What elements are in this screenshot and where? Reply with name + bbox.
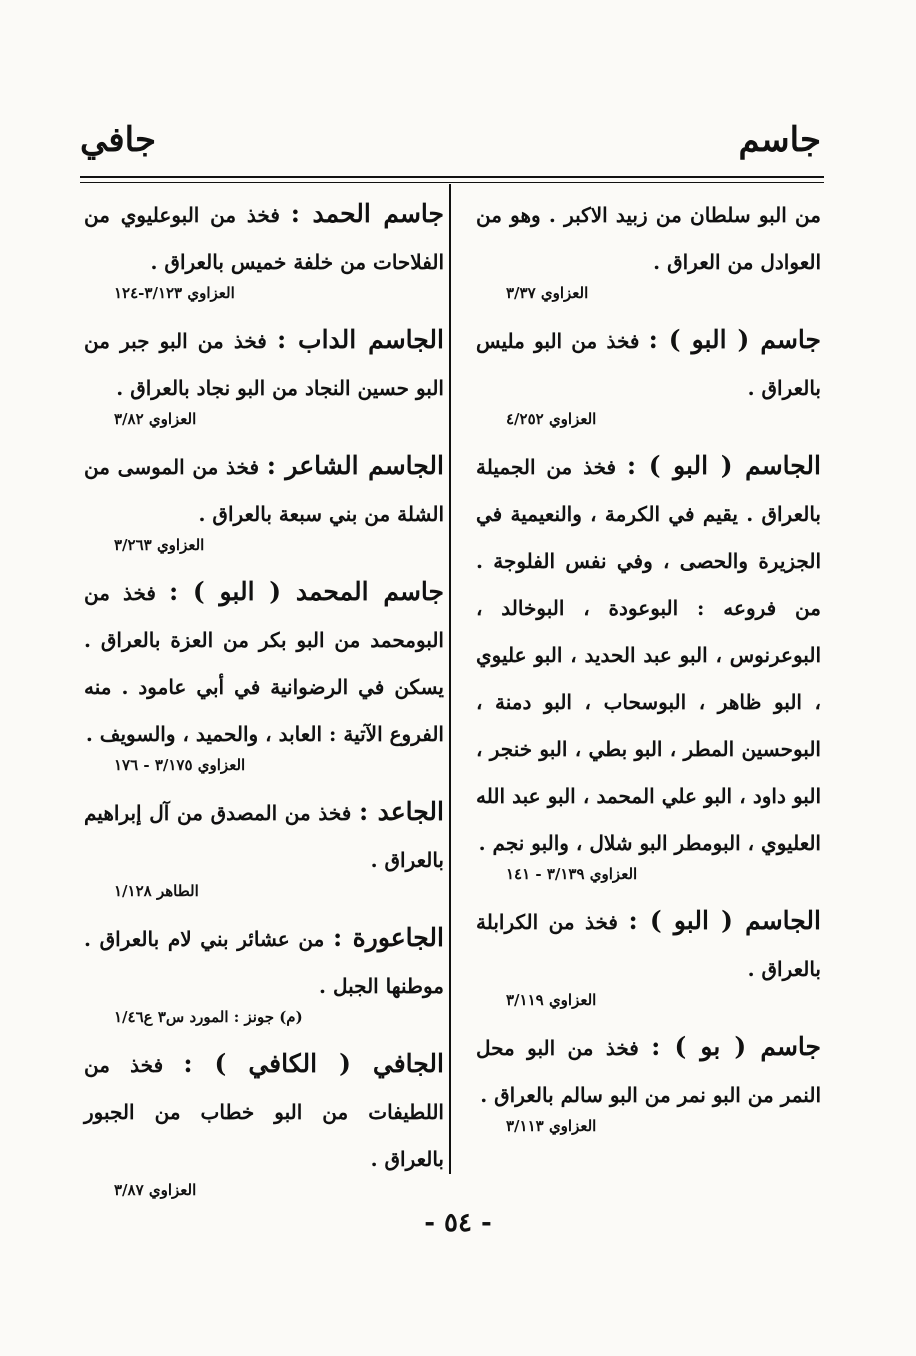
entry: [84, 190, 444, 306]
entry-reference: العزاوي ٣/١١٩: [506, 991, 597, 1009]
entry-reference: العزاوي ٣/٨٢: [114, 410, 197, 428]
entry-reference: العزاوي ٣/٣٧: [506, 284, 589, 302]
entry-reference: الطاهر ١/١٢٨: [114, 882, 199, 900]
entry-text: فخذ من الجميلة بالعراق . يقيم في الكرمة ، والنعيمية في الجزيرة والحصى ، وفي نفس الفلوجة . من فروعه : البوعودة ، البوخالد ، البوعرنوس ، البو عبد الحديد ، البو عليوي ، البو ظاهر ، البوسحاب ، البو دمنة ، البوحسين المطر ، البو بطي ، البو خنجر ، البو داود ، البو علي المحمد ، البو عبد الله العليوي ، البومطر البو شلال ، والبو نجم .: [476, 455, 821, 855]
entry-lead: جاسم ( البو ) :: [648, 325, 821, 354]
entry: [84, 316, 444, 432]
entry-text: فخذ من البو محل النمر من البو نمر من البو سالم بالعراق .: [476, 1036, 821, 1107]
entry-text: من البو سلطان من زبيد الاكبر . وهو من العوادل من العراق .: [476, 203, 821, 274]
entry: [476, 1023, 821, 1139]
entry-text: فخذ من المصدق من آل إبراهيم بالعراق .: [84, 801, 444, 872]
header-left-word: جافي: [80, 120, 156, 160]
entry-lead: الجاسم ( البو ) :: [628, 906, 821, 935]
entry-reference: العزاوي ٣/٢٦٣: [114, 536, 205, 554]
header-rule: [80, 176, 824, 178]
entry-lead: الجاعد :: [359, 797, 444, 826]
entry: [84, 568, 444, 778]
entry: [476, 316, 821, 432]
entry-lead: الجاسم الشاعر :: [266, 451, 444, 480]
entry-lead: جاسم الحمد :: [290, 199, 444, 228]
entry-reference: العزاوي ٤/٢٥٢: [506, 410, 597, 428]
entry: [84, 1040, 444, 1203]
column-divider: [449, 184, 451, 1174]
entry-reference: العزاوي ٣/١٣٩ - ١٤١: [506, 865, 638, 883]
entry-reference: العزاوي ٣/٨٧: [114, 1181, 197, 1199]
left-column: [84, 190, 444, 1213]
entry: [476, 897, 821, 1013]
entry-reference: (م) جونز : المورد س٣ ع١/٤٦: [114, 1008, 303, 1026]
entry-lead: الجافي ( الكافي ) :: [183, 1049, 444, 1078]
entry-text: فخذ من الموسى من الشلة من بني سبعة بالعراق .: [84, 455, 444, 526]
entry-text: فخذ من البو جبر من البو حسين النجاد من البو نجاد بالعراق .: [84, 329, 444, 400]
entry-text: فخذ من البومحمد من البو بكر من العزة بالعراق . يسكن في الرضوانية في أبي عامود . منه الفروع الآتية : العابد ، والحميد ، والسويف .: [84, 581, 444, 746]
entry: [84, 914, 444, 1030]
header-right-word: جاسم: [738, 120, 821, 160]
entry-lead: جاسم المحمد ( البو ) :: [168, 577, 444, 606]
right-column: [476, 190, 821, 1149]
entry: [476, 442, 821, 887]
entry-reference: العزاوي ٣/١٢٣-١٢٤: [114, 284, 235, 302]
entry-text: فخذ من البوعليوي من الفلاحات من خلفة خميس بالعراق .: [84, 203, 444, 274]
entry-text: من عشائر بني لام بالعراق . موطنها الجبل .: [84, 927, 444, 998]
entry-lead: الجاسم ( البو ) :: [626, 451, 821, 480]
header-rule-thin: [80, 182, 824, 183]
entry-lead: الجاعورة :: [333, 923, 444, 952]
entry-lead: جاسم ( بو ) :: [651, 1032, 821, 1061]
entry-reference: العزاوي ٣/١٧٥ - ١٧٦: [114, 756, 246, 774]
entry-text: فخذ من البو مليس بالعراق .: [476, 329, 821, 400]
entry-text: فخذ من اللطيفات من البو خطاب من الجبور بالعراق .: [84, 1053, 444, 1171]
entry-text: فخذ من الكرابلة بالعراق .: [476, 910, 821, 981]
entry: [84, 442, 444, 558]
entry-lead: الجاسم الداب :: [276, 325, 444, 354]
entry-reference: العزاوي ٣/١١٣: [506, 1117, 597, 1135]
entry: [84, 788, 444, 904]
entry: [476, 190, 821, 306]
page-number: - ٥٤ -: [424, 1208, 492, 1238]
